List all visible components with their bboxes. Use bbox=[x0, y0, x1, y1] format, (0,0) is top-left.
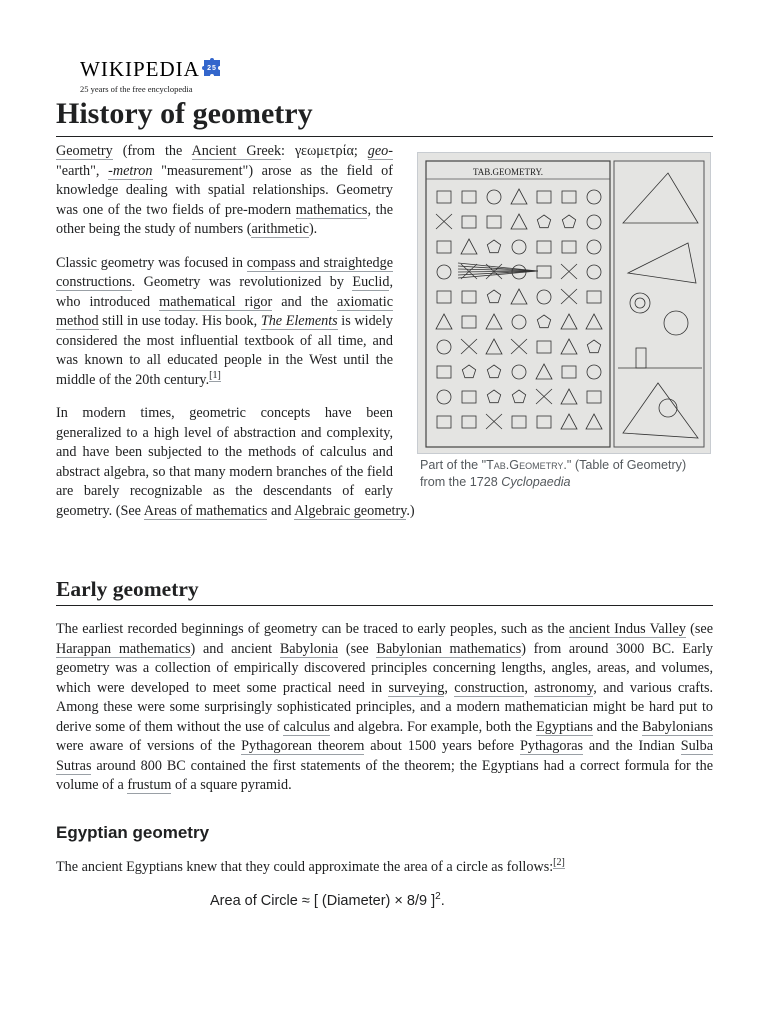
text: .) bbox=[406, 502, 415, 519]
link-harappan-mathematics[interactable]: Harappan mathematics bbox=[56, 640, 191, 657]
svg-text:25: 25 bbox=[206, 65, 217, 72]
wikipedia-logo[interactable] bbox=[80, 56, 223, 94]
link-areas-of-mathematics[interactable]: Areas of mathematics bbox=[143, 502, 268, 519]
reference-2[interactable]: [2] bbox=[553, 856, 565, 868]
text: and bbox=[267, 502, 295, 519]
link-mathematics[interactable]: mathematics bbox=[295, 201, 368, 218]
text: , bbox=[444, 679, 455, 696]
text: still in use today. His book, bbox=[98, 313, 261, 329]
text: Classic geometry was focused in bbox=[56, 254, 247, 271]
text: "earth", bbox=[56, 162, 109, 179]
text: . Geometry was revolutionized by bbox=[131, 274, 353, 290]
text: ). bbox=[308, 221, 318, 237]
page-title: History of geometry bbox=[56, 92, 713, 137]
text: The earliest recorded beginnings of geometry can be traced to early peoples, such as the bbox=[56, 621, 569, 637]
text: ) from around 3000 BC. Early geometry was a collection of empirically discovered principles concerning lengths, angles, areas, and volumes, which were developed to meet some practical need in bbox=[56, 640, 713, 696]
logo-wordmark-text: WIKIPEDIA bbox=[80, 57, 200, 81]
text: and algebra. For example, both the bbox=[329, 718, 537, 735]
link-sulba-sutras[interactable]: Sulba Sutras bbox=[56, 738, 714, 774]
text: (see bbox=[685, 621, 713, 637]
link-ancient-indus-valley[interactable]: ancient Indus Valley bbox=[568, 621, 686, 637]
formula-exponent: 2 bbox=[435, 891, 441, 902]
link-pythagoras[interactable]: Pythagoras bbox=[519, 738, 584, 754]
link-calculus[interactable]: calculus bbox=[283, 718, 330, 735]
text: , the other being the study of numbers ( bbox=[56, 201, 393, 237]
text: and the bbox=[272, 293, 338, 310]
text: The ancient Egyptians knew that they could approximate the area of a circle as follows: bbox=[56, 858, 554, 875]
link-babylonian-mathematics[interactable]: Babylonian mathematics bbox=[376, 640, 522, 657]
text: of a square pyramid. bbox=[171, 777, 292, 793]
link-arithmetic[interactable]: arithmetic bbox=[251, 221, 309, 237]
egyptian-geometry-paragraph bbox=[56, 858, 713, 878]
logo-tagline: 25 years of the free encyclopedia bbox=[80, 84, 193, 94]
caption-text: Part of the " bbox=[420, 458, 487, 472]
text: In modern times, geometric concepts have been generalized to a high level of abstraction and complexity, and have been subjected to the methods of calculus and abstract algebra, so that many modern branches of the field are barely recognizable as the descendants of early geometry. (See bbox=[56, 405, 393, 519]
link-geo[interactable]: geo- bbox=[367, 143, 393, 159]
link-frustum[interactable]: frustum bbox=[127, 777, 172, 793]
link-mathematical-rigor[interactable]: mathematical rigor bbox=[159, 293, 273, 310]
link-axiomatic-method[interactable]: axiomatic method bbox=[56, 293, 393, 329]
caption-smallcaps: Tab.Geometry bbox=[486, 458, 564, 472]
link-the-elements[interactable]: The Elements bbox=[260, 313, 338, 329]
text: and the Indian bbox=[583, 738, 681, 754]
wikipedia-wordmark bbox=[80, 56, 223, 82]
link-babylonia[interactable]: Babylonia bbox=[279, 640, 339, 657]
article-body bbox=[56, 142, 713, 909]
link-construction[interactable]: construction bbox=[454, 679, 525, 696]
text: ) and ancient bbox=[190, 640, 280, 657]
link-geometry[interactable]: Geometry bbox=[56, 143, 113, 159]
text: were aware of versions of the bbox=[56, 738, 242, 754]
link-pythagorean-theorem[interactable]: Pythagorean theorem bbox=[241, 738, 365, 754]
area-of-circle-formula bbox=[210, 891, 713, 909]
formula-end: . bbox=[440, 892, 445, 909]
cyclopaedia-plate-image[interactable] bbox=[417, 152, 711, 454]
formula-text: Area of Circle ≈ [ (Diameter) × 8/9 ] bbox=[210, 892, 436, 909]
link-ancient-greek[interactable]: Ancient Greek bbox=[191, 143, 282, 159]
link-cyclopaedia[interactable]: Cyclopaedia bbox=[501, 475, 571, 489]
link-astronomy[interactable]: astronomy bbox=[534, 679, 594, 696]
figure-tab-geometry bbox=[417, 152, 713, 491]
text: , bbox=[524, 679, 535, 696]
caption-text: ." (Table of Geometry) from the 1728 bbox=[420, 458, 687, 489]
text: , and various crafts. Among these were some surprisingly sophisticated principles, and a modern mathematician might be hard put to derive some of them without the use of bbox=[56, 679, 714, 735]
heading-early-geometry: Early geometry bbox=[56, 575, 713, 606]
early-geometry-paragraph bbox=[56, 620, 713, 796]
text: and the bbox=[592, 718, 643, 735]
reference-1[interactable]: [1] bbox=[209, 369, 221, 381]
text: about 1500 years before bbox=[364, 738, 520, 754]
link-egyptians[interactable]: Egyptians bbox=[536, 718, 593, 735]
plate-title: TAB.GEOMETRY. bbox=[472, 167, 544, 177]
figure-caption bbox=[417, 457, 713, 491]
link-algebraic-geometry[interactable]: Algebraic geometry bbox=[294, 502, 407, 519]
text: : γεωμετρία; bbox=[281, 143, 368, 159]
text: (from the bbox=[112, 143, 192, 159]
link-euclid[interactable]: Euclid bbox=[352, 274, 390, 290]
link-babylonians[interactable]: Babylonians bbox=[642, 718, 713, 735]
text: (see bbox=[338, 640, 377, 657]
link-surveying[interactable]: surveying bbox=[388, 679, 445, 696]
text: , who introduced bbox=[56, 274, 393, 310]
text: around 800 BC contained the first statements of the theorem; the Egyptians had a correct formula for the volume of a bbox=[56, 757, 713, 793]
text: is widely considered the most influential textbook of all time, and was known to all educated people in the West until the middle of the 20th century. bbox=[56, 313, 393, 388]
text: "measurement") arose as the field of knowledge dealing with spatial relationships. Geometry was one of the two fields of pre-modern bbox=[56, 162, 393, 218]
link-compass-straightedge[interactable]: compass and straightedge constructions bbox=[56, 254, 393, 290]
link-metron[interactable]: -metron bbox=[108, 162, 153, 179]
puzzle-globe-icon bbox=[201, 56, 223, 82]
heading-egyptian-geometry: Egyptian geometry bbox=[56, 822, 210, 842]
